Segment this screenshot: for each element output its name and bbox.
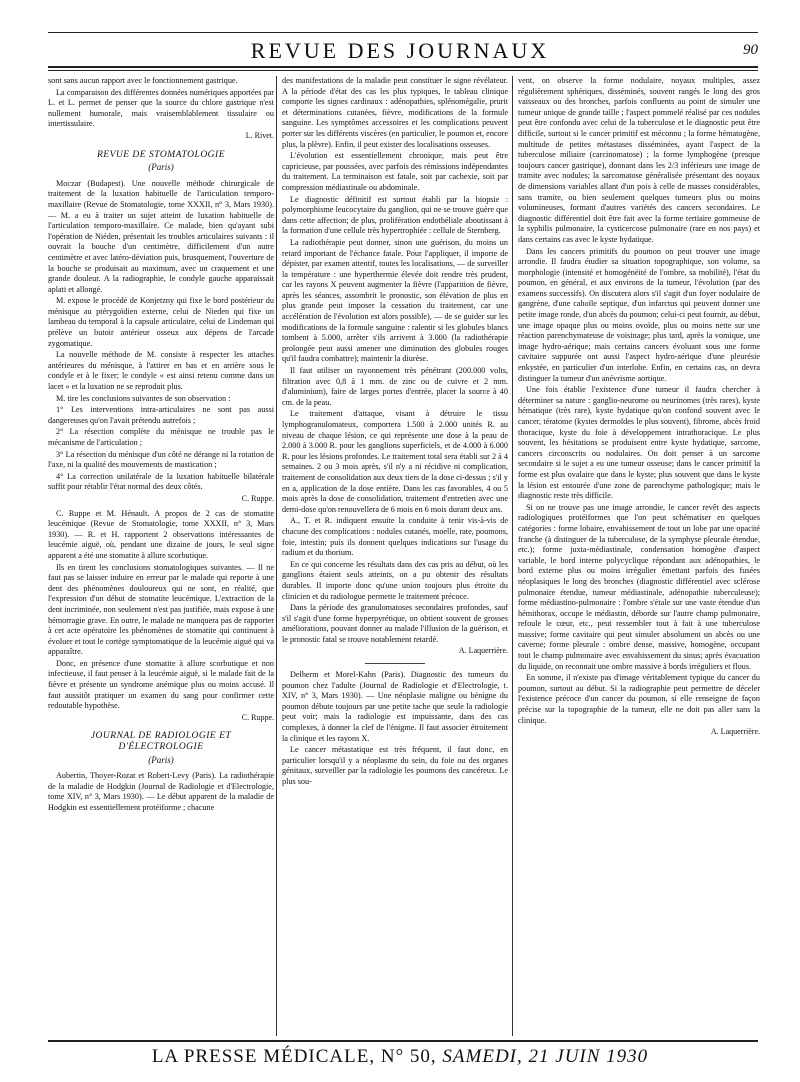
paragraph: sont sans aucun rapport avec le fonctionnement gastrique. xyxy=(48,76,238,85)
column-1 xyxy=(48,76,274,815)
footer xyxy=(0,1046,800,1068)
column-2 xyxy=(282,76,508,789)
paragraph: La comparaison des différentes données numériques apportées par L. et L. permet de penser que la source du chlore gastrique n'est nullement humorale, mais vraisemblablement tissulaire ou intertissulaire. xyxy=(48,87,274,129)
paragraph: Une fois établie l'existence d'une tumeur il faudra chercher à déterminer sa nature : ganglio-neurome ou neurinomes (très rares), kyste hématique (très rare), kyste hydatique qu'on confond souvent avec le cancer, tératome (kystes dermoïdes le plus souvent), fibrome, abcès froid thoracique, kyste du foie à développement intrathoracique. Le plus souvent, les hésitations se produisent entre kyste hydatique, sarcome, cancers circonscrits ou nodulaires. On doit penser à un sarcome secondaire si le sujet a eu une tumeur osseuse; dans le cancer primitif la forme est plus ovalaire que dans le kyste; plus souvent que dans le kyste la lésion est entourée d'une zone de parenchyme pathologique; mais le diagnostic reste très difficile. xyxy=(518,385,760,501)
section-location: (Paris) xyxy=(148,162,174,173)
paragraph: Ils en tirent les conclusions stomatologiques suivantes. — Il ne faut pas se laisser induire en erreur par le malade qui reporte à une dent des phénomènes douloureux qui ne sont, en réalité, que l'expression d'un début de stomatite leucémique. L'extraction de la dent incriminée, non seulement n'est pas justifiée, mais expose à une hémorragie grave. En outre, le malade ne manquera pas de rapporter à cet acte opératoire les phénomènes de stomatite qui continuent à évoluer et tout le cortège symptomatique de la leucémie aiguë qui va apparaître. xyxy=(48,562,274,657)
paragraph: En somme, il n'existe pas d'image véritablement typique du cancer du poumon, surtout au début. Si la radiographie peut permettre de déceler l'existence précoce d'un cancer du poumon, si elle renseigne de façon précise sur la topographie de la tumeur, elle ne doit pas aller sans la clinique. xyxy=(518,673,760,725)
running-title: REVUE DES JOURNAUX xyxy=(250,38,550,63)
article-paragraph: Aubertin, Thoyer-Rozat et Robert-Levy (Paris). La radiothérapie de la maladie de Hodgkin (Journal de Radiologie et d'Electrologie, tome XIV, n° 3, Mars 1930). — Le début apparent de la maladie de Hodgkin est essentiellement protéiforme ; chacune xyxy=(48,771,274,812)
column-3 xyxy=(518,76,760,742)
footer-journal: LA PRESSE MÉDICALE, N° 50, xyxy=(151,1046,437,1067)
paragraph: En ce qui concerne les résultats dans des cas pris au début, où les ganglions étaient seuls atteints, on a pu obtenir des résultats durables. Il importe donc qu'une union toujours plus étroite du clinicien et du radiologue permette le traitement précoce. xyxy=(282,559,508,601)
article-paragraph: Moczar (Budapest). Une nouvelle méthode chirurgicale de traitement de la luxation habituelle de l'articulation temporo-maxillaire (Revue de Stomatologie, tome XXXII, n° 3, Mars 1930). — M. a eu à traiter un sujet atteint de luxation habituelle de l'articulation temporo-maxillaire. Ce malade, bien qu'ayant subi l'opération de Niéden, présentait les troubles articulaires suivants : il ouvrait la bouche d'un centimètre, difficilement d'un autre centimètre et avec latéro-déviation puis, brusquement, l'ouverture de la bouche se produisait au maximum, avec un craquement et une grande douleur. A la radiographie, le condyle gauche apparaissait aplati et allongé. xyxy=(48,178,274,294)
article-paragraph: Delherm et Morel-Kahn (Paris). Diagnostic des tumeurs du poumon chez l'adulte (Journal de Radiologie et d'Electrologie, t. XIV, n° 3, Mars 1930). — Une néoplasie maligne ou bénigne du poumon débute toujours par une petite tache que seule la radiologie peut voir; mais la radiologie est impuissante, dans des cas complexes, à donner la clef de l'énigme. Il faut associer étroitement la clinique et les rayons X. xyxy=(282,670,508,743)
page-number: 90 xyxy=(743,42,758,58)
signature: C. Ruppe. xyxy=(241,493,274,503)
paragraph: Le diagnostic définitif est surtout établi par la biopsie : polymorphisme leucocytaire du ganglion, qui ne se trouve guère que dans cette affection; de plus, prolifération endothéliale aboutissant à la formation d'une cellule très hypertrophiée : cellule de Sternberg. xyxy=(282,194,508,236)
paragraph: M. expose le procédé de Konjetzny qui fixe le bord postérieur du ménisque au ptérygoïdien externe, celui de Nieden qui fixe un lambeau du temporal à la capsule articulaire, celui de Lindeman qui prélève un butoir antérieur osseux aux dépens de l'arcade zygomatique. xyxy=(48,296,274,348)
paragraph: Donc, en présence d'une stomatite à allure scorbutique et non infectieuse, il faut penser à la leucémie aiguë, si le malade fait de la fièvre et présente un syndrome anémique plus ou moins accusé. Il faut aussitôt pratiquer un examen du sang pour confirmer cette redoutable hypothèse. xyxy=(48,658,274,711)
paragraph: Dans les cancers primitifs du poumon on peut trouver une image arrondie. Il faudra étudier sa situation topographique, son volume, sa morphologie (intensité et homogénéité de l'ombre, sa mobilité), l'état du poumon, en général, et aux environs de la tumeur, l'évolution (par des examens successifs). On discutera alors s'il s'agit d'un foyer nodulaire de gangrène, d'une cahoïle septique, d'un infarctus qui peuvent donner une petite image ronde, d'un abcès du poumon; celui-ci peut fournir, au début, une image opaque plus ou moins ovoïde, plus ou moins nette sur une réaction parenchymateuse de voisinage; plus tard, après la vomique, une image hydro-aérique; mais certains cancers évoluant sous une forme cavitaire suppurée ont aussi l'aspect hydro-aérique d'une pleurésie enkystée, en particulier d'un interlobe. Enfin, en certains cas, on devra distinguer la tumeur d'un anévrisme aortique. xyxy=(518,246,760,383)
footer-rule xyxy=(48,1040,758,1042)
paragraph: des manifestations de la maladie peut constituer le signe révélateur. A la période d'état des cas les plus typiques, le tableau clinique comporte les signes cardinaux : adénopathies, splénomégalie, prurit et déterminations cutanées, fièvre, modifications de la formule sanguine. Les symptômes accessoires et les complications peuvent porter sur les différents viscères (en particulier, le poumon et, encore plus, la plèvre). Enfin, il peut exister des localisations osseuses. xyxy=(282,76,508,149)
header-rule xyxy=(48,66,758,68)
header-top-rule xyxy=(48,32,758,33)
section-location: (Paris) xyxy=(148,754,174,765)
paragraph: 4° La correction unilatérale de la luxation habituelle bilatérale suffit pour rétablir l'état normal des deux côtés. xyxy=(48,471,274,492)
paragraph: La radiothérapie peut donner, sinon une guérison, du moins un retard important de l'échance fatale. Pour l'appliquer, il importe de dépister, par examen attentif, toutes les localisations, — de surveiller la température : une hyperthermie élevée doit rendre très prudent, car les rayons X peuvent augmenter la fièvre (l'apparition de fièvre, après les séances, assombrit le pronostic, son élévation de plus en plus grande peut imposer la cessation du traitement, car une accélération de l'évolution est alors possible), — de se guider sur les modifications de la formule sanguine : ralentir si les globules blancs tombent à 5.000, arrêter s'ils arrivent à 3.000 (la radiothérapie prolongée peut aussi amener une diminution des globules rouges qu'il faudra combattre); maintenir la diurèse. xyxy=(282,237,508,364)
paragraph: La nouvelle méthode de M. consiste à respecter les attaches antérieures du ménisque, à l'attirer en bas et en arrière sous le condyle et à le fixer; le condyle « est ainsi retenu comme dans un lacet » et la luxation ne se reproduit plus. xyxy=(48,350,274,392)
paragraph: Le traitement d'attaque, visant à détruire le tissu lymphogranulomateux, comportera 1.500 à 2.000 unités R. au niveau de chaque lésion, ce qui représente une dose à la peau de 2.000 à 3.000 R. pour les ganglions superficiels, et de 4.000 à 6.000 R. pour les lésions profondes. Le traitement total sera établi sur 2 à 4 semaines. 2 ou 3 mois après, s'il n'y a ni récidive ni complication, traitement de consolidation aux deux tiers de la dose ci-dessus ; s'il y en a, application de la dose entière. Dans les cas favorables, 4 ou 5 mois après la dose de consolidation, traitement d'entretien avec une demi-dose qu'on renouvellera de 6 mois en 6 mois durant deux ans. xyxy=(282,409,508,514)
paragraph: 2° La résection complète du ménisque ne trouble pas le mécanisme de l'articulation ; xyxy=(48,427,274,447)
article-paragraph: C. Ruppe et M. Hénault. A propos de 2 cas de stomatite leucémique (Revue de Stomatologie, tome XXXII, n° 3, Mars 1930). — R. et H. rapportent 2 observations intéressantes de leucémie aiguë, où, pendant une dizaine de jours, le seul signe apparent a été une stomatite à allure scorbutique. xyxy=(48,508,274,560)
paragraph: L'évolution est essentiellement chronique, mais peut être capricieuse, par poussées, avec parfois des rémissions indépendantes du traitement. La terminaison est fatale, soit par cachexie, soit par compression médiastinale ou abdominale. xyxy=(282,151,508,192)
paragraph: A., T. et R. indiquent ensuite la conduite à tenir vis-à-vis de chacune des complications : nodules cutanés, moelle, rate, poumons, foie, intestin; puis ils donnent quelques indications sur l'usage du radium et du thorium. xyxy=(282,516,508,558)
paragraph: Il faut utiliser un rayonnement très pénétrant (200.000 volts, filtration avec 0,8 à 1 mm. de zinc ou de cuivre et 2 mm. d'aluminium), faire de larges portes d'entrée, placer la source à 40 cm. de la peau. xyxy=(282,366,508,407)
paragraph: vent, on observe la forme nodulaire, noyaux multiples, assez régulièrement sphériques, disséminés, souvent rangés le long des gros vaisseaux ou des bronches, parfois confluents au point de simuler une tumeur unique de grande taille ; l'aspect pommelé réalisé par ces nodules peut être confondu avec celui de la tuberculose et le diagnostic peut être difficile, surtout si le cancer primitif est méconnu ; la forme hématogène, multitude de petites métastases disséminées, ayant l'aspect de la tuberculose miliaire (carcinomatose) ; la forme lymphogène (presque toujours cancer gastrique), donnant dans les 2/3 inférieurs une image de tramite avec nodules; la sarcomatose généralisée présentant des noyaux de dimensions variables allant d'un pois à celle de masses considérables, sans tramite, ou bien seulement quelques tumeurs plus ou moins volumineuses, formant d'autres variétés des cancers secondaires. Le diagnostic différentiel doit être fait avec la forme tertiaire gommeuse de la syphilis pulmonaire, la cysticercose pulmonaire (rare en nos pays) et dans certains cas avec le kyste hydatique. xyxy=(518,76,760,244)
paragraph: 1° Les interventions intra-articulaires ne sont pas aussi dangereuses qu'on l'avait prétendu autrefois ; xyxy=(48,405,274,425)
section-heading: REVUE DE STOMATOLOGIE xyxy=(96,149,226,160)
signature: A. Laquerrière. xyxy=(458,646,508,656)
signature: C. Ruppe. xyxy=(241,712,274,722)
header-rule-thin xyxy=(48,70,758,71)
signature: L. Rivet. xyxy=(245,130,274,140)
column-divider-2 xyxy=(512,76,513,1036)
paragraph: M. tire les conclusions suivantes de son observation : xyxy=(56,393,231,403)
section-heading: JOURNAL DE RADIOLOGIE ET D'ÉLECTROLOGIE xyxy=(90,731,232,753)
footer-date: SAMEDI, 21 JUIN 1930 xyxy=(442,1046,649,1067)
column-divider-1 xyxy=(276,76,277,1036)
divider xyxy=(365,663,425,664)
paragraph: 3° La résection du ménisque d'un côté ne dérange ni la rotation de l'axe, ni la qualité des mouvements de mastication ; xyxy=(48,449,274,470)
paragraph: Le cancer métastatique est très fréquent, il faut donc, en particulier lorsqu'il y a néoplasme du sein, du foie ou des organes génitaux, surveiller par la radiologie les poumons des cancéreux. Le plus sou- xyxy=(282,745,508,786)
paragraph: Si on ne trouve pas une image arrondie, le cancer revêt des aspects radiologiques protéiformes que l'on peut schématiser en quelques catégories : forme lobaire, envahissement de tout un lobe par une opacité franche (à distinguer de la tuberculose, de la symphyse pleurale étendue, etc.); forme juxta-médiastinale, condensation homogène d'aspect variable, le bord interne polycyclique répondant aux adénopathies, le bord externe plus ou moins irrégulier émettant parfois des fusées néoplasiques le long des bronches (diagnostic différentiel avec sclérose pulmonaire étendue, tumeur médiastinale, adénopathie tuberculeuse); forme médiastino-pulmonaire : l'ombre s'étale sur une vaste étendue d'un hémithorax, occupe le médiastin, déborde sur l'autre champ pulmonaire, refoule le cœur, etc., peut ressembler tout à fait à une tuberculose massive; forme cavitaire qui peut simuler absolument un abcès ou une caverne; forme pleurale : ombre dense, massive, homogène, occupant tout le champ pulmonaire avec envahissement du sinus; après évacuation du liquide, on reconnait une ombre massive à bords irréguliers et flous. xyxy=(518,502,760,671)
paragraph: Dans la période des granulomatoses secondaires profondes, sauf s'il s'agit d'une forme hyperpyrétique, on obtient souvent de grosses améliorations, pouvant donner au malade l'illusion de la guérison, et le pronostic fatal se trouve notablement retardé. xyxy=(282,603,508,644)
signature: A. Laquerrière. xyxy=(710,727,760,737)
